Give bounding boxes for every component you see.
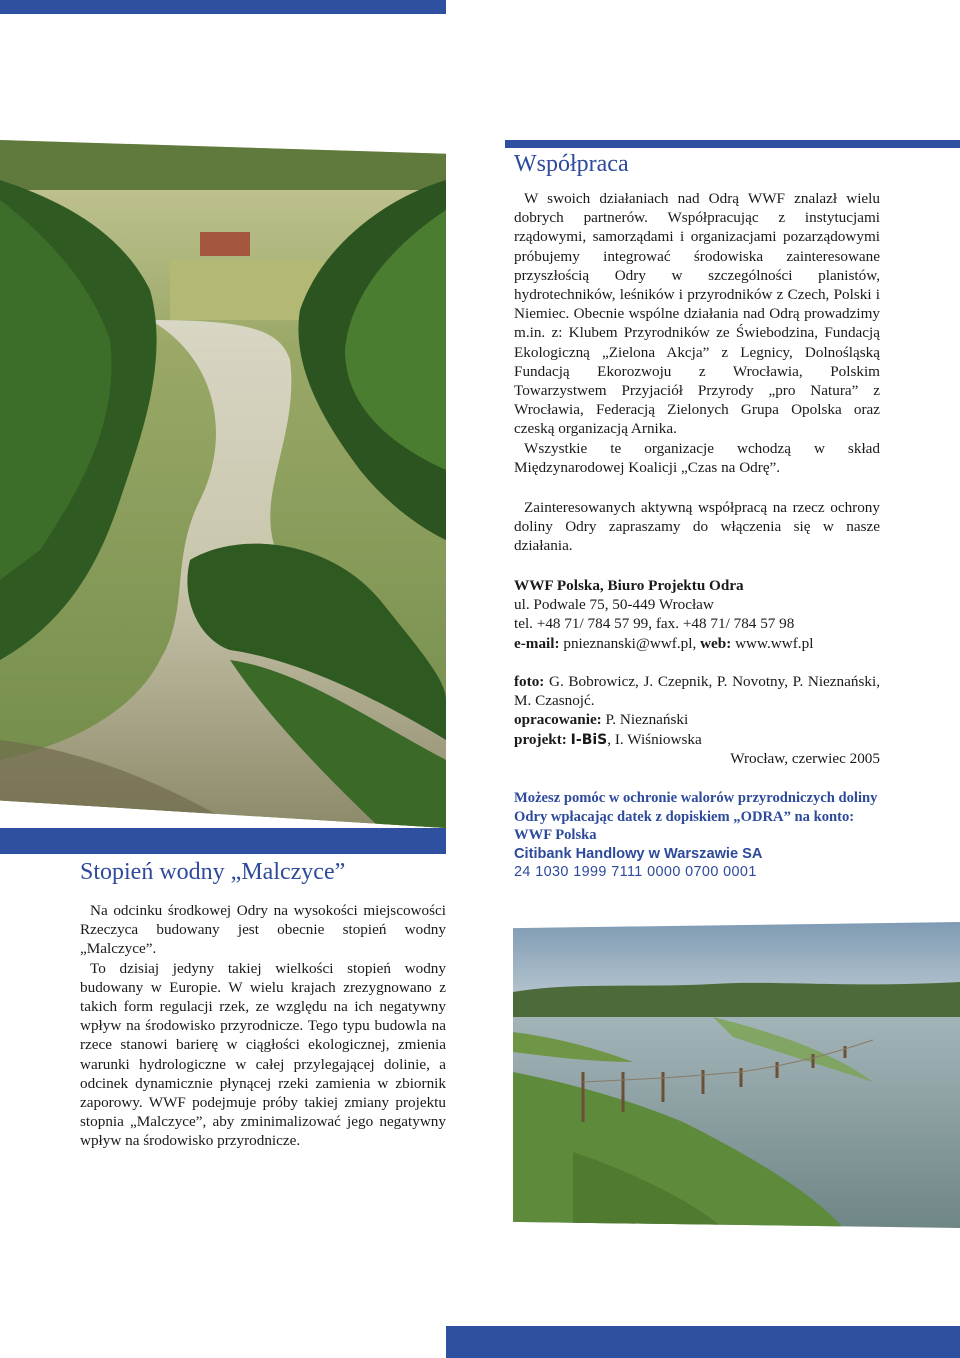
donation-recipient: WWF Polska (514, 827, 597, 844)
place-date: Wrocław, czerwiec 2005 (730, 750, 880, 767)
contact-phone: tel. +48 71/ 784 57 99, fax. +48 71/ 784 57 98 (514, 615, 795, 633)
account-number: 24 1030 1999 7111 0000 0700 0001 (514, 864, 757, 881)
donation-block (514, 789, 880, 882)
email-label: e-mail: (514, 634, 560, 652)
editing-label: opracowanie: (514, 711, 602, 729)
cooperation-title: Współpraca (514, 151, 629, 177)
contact-address: ul. Podwale 75, 50-449 Wrocław (514, 596, 714, 614)
project-label: projekt: (514, 730, 567, 748)
header-rule-left (0, 828, 446, 854)
web-label: web: (700, 634, 732, 652)
cooperation-invitation (514, 498, 880, 556)
cooperation-paragraph-1: W swoich działaniach nad Odrą WWF znalazł wielu dobrych partnerów. Współpracując z instytucjami rządowymi, samorządami i organizacjami pozarządowymi próbujemy integrować środowiska zainteresowane przyszłością Odry w szczególności planistów, hydrotechników, leśników i przyrodników z Czech, Polski i Niemiec. Obecnie wspólne działania nad Odrą prowadzimy m.in. z: Klubem Przyrodników ze Świebodzina, Fundacją Ekologiczną „Zielona Akcja” z Legnicy, Dolnośląską Fundacją Ekorozwoju z Wrocławia, Polskim Towarzystwem Przyjaciół Przyrody „pro Natura” z Wrocławia, Federacją Zielonych Grupa Opolska oraz czeską organizacją Arnika. (514, 190, 880, 438)
bottom-bar (446, 1326, 960, 1358)
web-link[interactable]: www.wwf.pl (735, 634, 814, 652)
contact-block: WWF Polska, Biuro Projektu Odra ul. Podwale 75, 50-449 Wrocław tel. +48 71/ 784 57 99, fax. +48 71/ 784 57 98 e-mail: pnieznanski@wwf.pl, web: www.wwf.pl (514, 576, 880, 653)
credits-block (514, 672, 880, 750)
malczyce-title: Stopień wodny „Malczyce” (80, 859, 346, 885)
header-rule-right (505, 140, 960, 148)
meadow-photo (513, 922, 960, 1228)
invitation-paragraph: Zainteresowanych aktywną współpracą na rzecz ochrony doliny Odry zapraszamy do włączenia się w nasze działania. (514, 499, 880, 555)
photo-label: foto: (514, 673, 545, 690)
malczyce-text (80, 901, 446, 1151)
ibis-logo: I-BiS (570, 731, 608, 748)
email-link[interactable]: pnieznanski@wwf.pl (563, 634, 693, 652)
river-photo (0, 140, 446, 828)
contact-org: WWF Polska, Biuro Projektu Odra (514, 577, 744, 594)
malczyce-paragraph-1: Na odcinku środkowej Odry na wysokości miejscowości Rzeczyca budowany jest obecnie stopień wodny „Malczyce”. (80, 902, 446, 958)
donation-text: Możesz pomóc w ochronie walorów przyrodniczych doliny Odry wpłacając datek z dopiskiem „ODRA” na konto: (514, 790, 878, 825)
cooperation-paragraph-2: Wszystkie te organizacje wchodzą w skład Międzynarodowej Koalicji „Czas na Odrę”. (514, 439, 880, 476)
photo-credits: G. Bobrowicz, J. Czepnik, P. Novotny, P. Nieznański, M. Czasnojć. (514, 673, 880, 710)
editing-credits: P. Nieznański (605, 711, 689, 729)
top-bar (0, 0, 446, 14)
project-credits: , I. Wiśniowska (607, 730, 702, 748)
bank-name: Citibank Handlowy w Warszawie SA (514, 845, 763, 862)
cooperation-text (514, 189, 880, 477)
malczyce-paragraph-2: To dzisiaj jedyny takiej wielkości stopień wodny budowany w Europie. W wielu krajach zrezygnowano z takich form regulacji rzek, ze względu na ich negatywny wpływ na środowisko przyrodnicze. Tego typu budowla na rzece stanowi barierę w ciągłości ekologicznej, zmienia warunki hydrologiczne w całej przylegającej dolinie, a odcinek dynamicznie płynącej rzeki zamienia w zbiornik zaporowy. WWF podejmuje próby takiej zmiany projektu stopnia „Malczyce”, aby zminimalizować jego negatywny wpływ na środowisko przyrodnicze. (80, 959, 446, 1150)
